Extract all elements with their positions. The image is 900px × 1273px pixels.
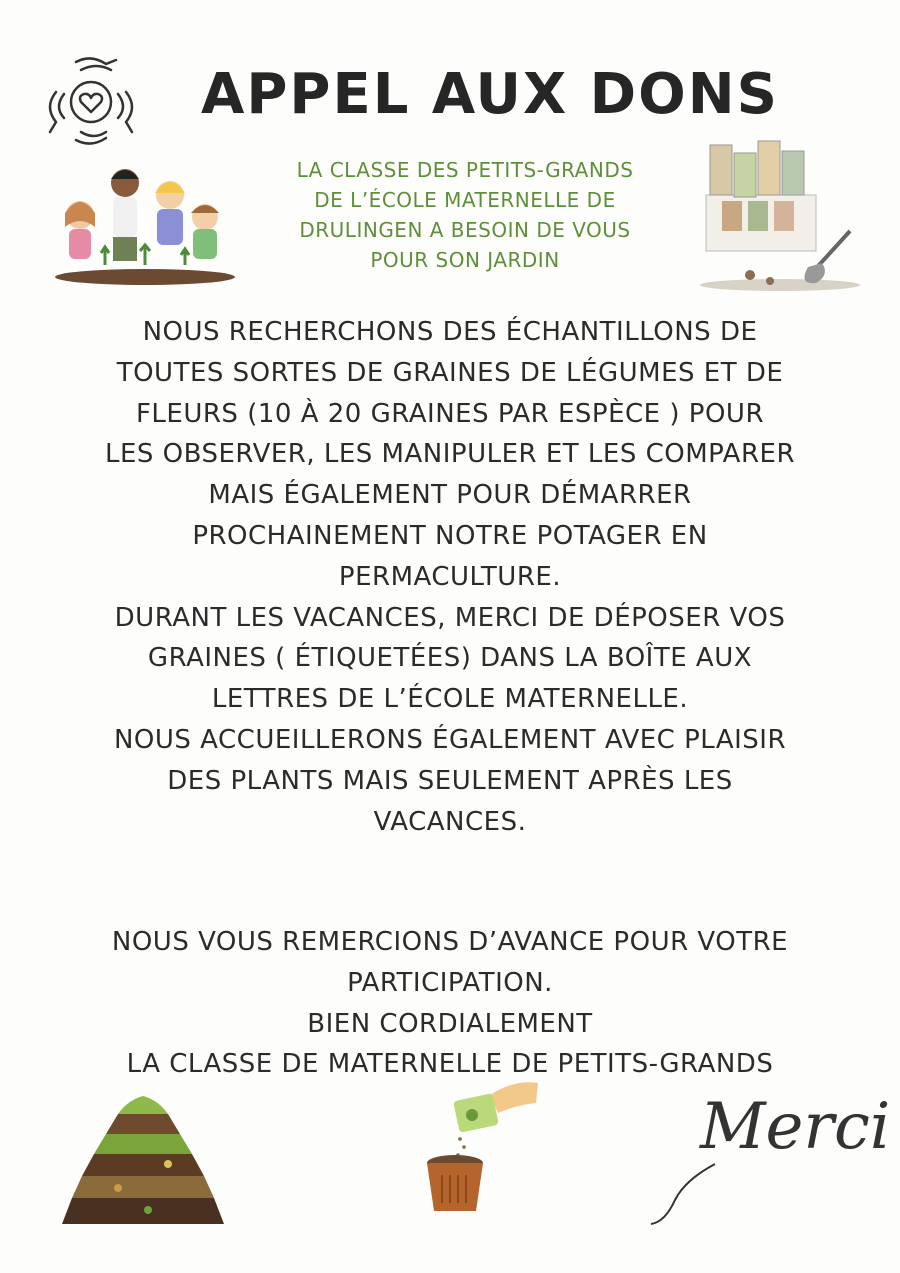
body-line: LES OBSERVER, LES MANIPULER ET LES COMPARER	[104, 439, 796, 470]
subtitle-line: DRULINGEN A BESOIN DE VOUS	[299, 218, 631, 242]
body-line: LETTRES DE L’ÉCOLE MATERNELLE.	[211, 684, 689, 715]
closing-message	[40, 922, 860, 1085]
compost-pile-illustration	[58, 1090, 228, 1230]
subtitle	[255, 155, 675, 275]
closing-line: LA CLASSE DE MATERNELLE DE PETITS-GRANDS	[126, 1049, 774, 1080]
merci-flourish	[645, 1160, 725, 1230]
body-line: GRAINES ( ÉTIQUETÉES) DANS LA BOÎTE AUX	[147, 643, 753, 674]
seed-pot-illustration	[420, 1075, 550, 1220]
main-message	[40, 312, 860, 842]
closing-line: BIEN CORDIALEMENT	[307, 1008, 593, 1039]
body-line: PROCHAINEMENT NOTRE POTAGER EN	[192, 520, 708, 551]
children-gardening-illustration	[45, 155, 245, 285]
subtitle-line: POUR SON JARDIN	[370, 248, 560, 272]
body-line: NOUS RECHERCHONS DES ÉCHANTILLONS DE	[142, 317, 758, 347]
body-line: MAIS ÉGALEMENT POUR DÉMARRER	[208, 480, 692, 511]
seed-packets-illustration	[690, 135, 870, 295]
body-line: DES PLANTS MAIS SEULEMENT APRÈS LES	[167, 765, 733, 796]
body-line: VACANCES.	[373, 806, 527, 837]
merci-signature: Merci	[700, 1090, 891, 1164]
body-line: PERMACULTURE.	[338, 561, 562, 592]
subtitle-line: DE L’ÉCOLE MATERNELLE DE	[314, 188, 616, 212]
subtitle-line: LA CLASSE DES PETITS-GRANDS	[296, 158, 634, 182]
closing-line: PARTICIPATION.	[347, 967, 553, 998]
body-line: FLEURS (10 À 20 GRAINES PAR ESPÈCE ) POUR	[135, 398, 765, 429]
closing-line: NOUS VOUS REMERCIONS D’AVANCE POUR VOTRE	[111, 927, 789, 957]
body-line: DURANT LES VACANCES, MERCI DE DÉPOSER VOS	[114, 602, 786, 633]
body-line: TOUTES SORTES DE GRAINES DE LÉGUMES ET DE	[116, 357, 784, 388]
page-title: APPEL AUX DONS	[201, 62, 779, 127]
body-line: NOUS ACCUEILLERONS ÉGALEMENT AVEC PLAISIR	[113, 724, 787, 755]
helping-hands-heart-icon	[36, 52, 146, 152]
